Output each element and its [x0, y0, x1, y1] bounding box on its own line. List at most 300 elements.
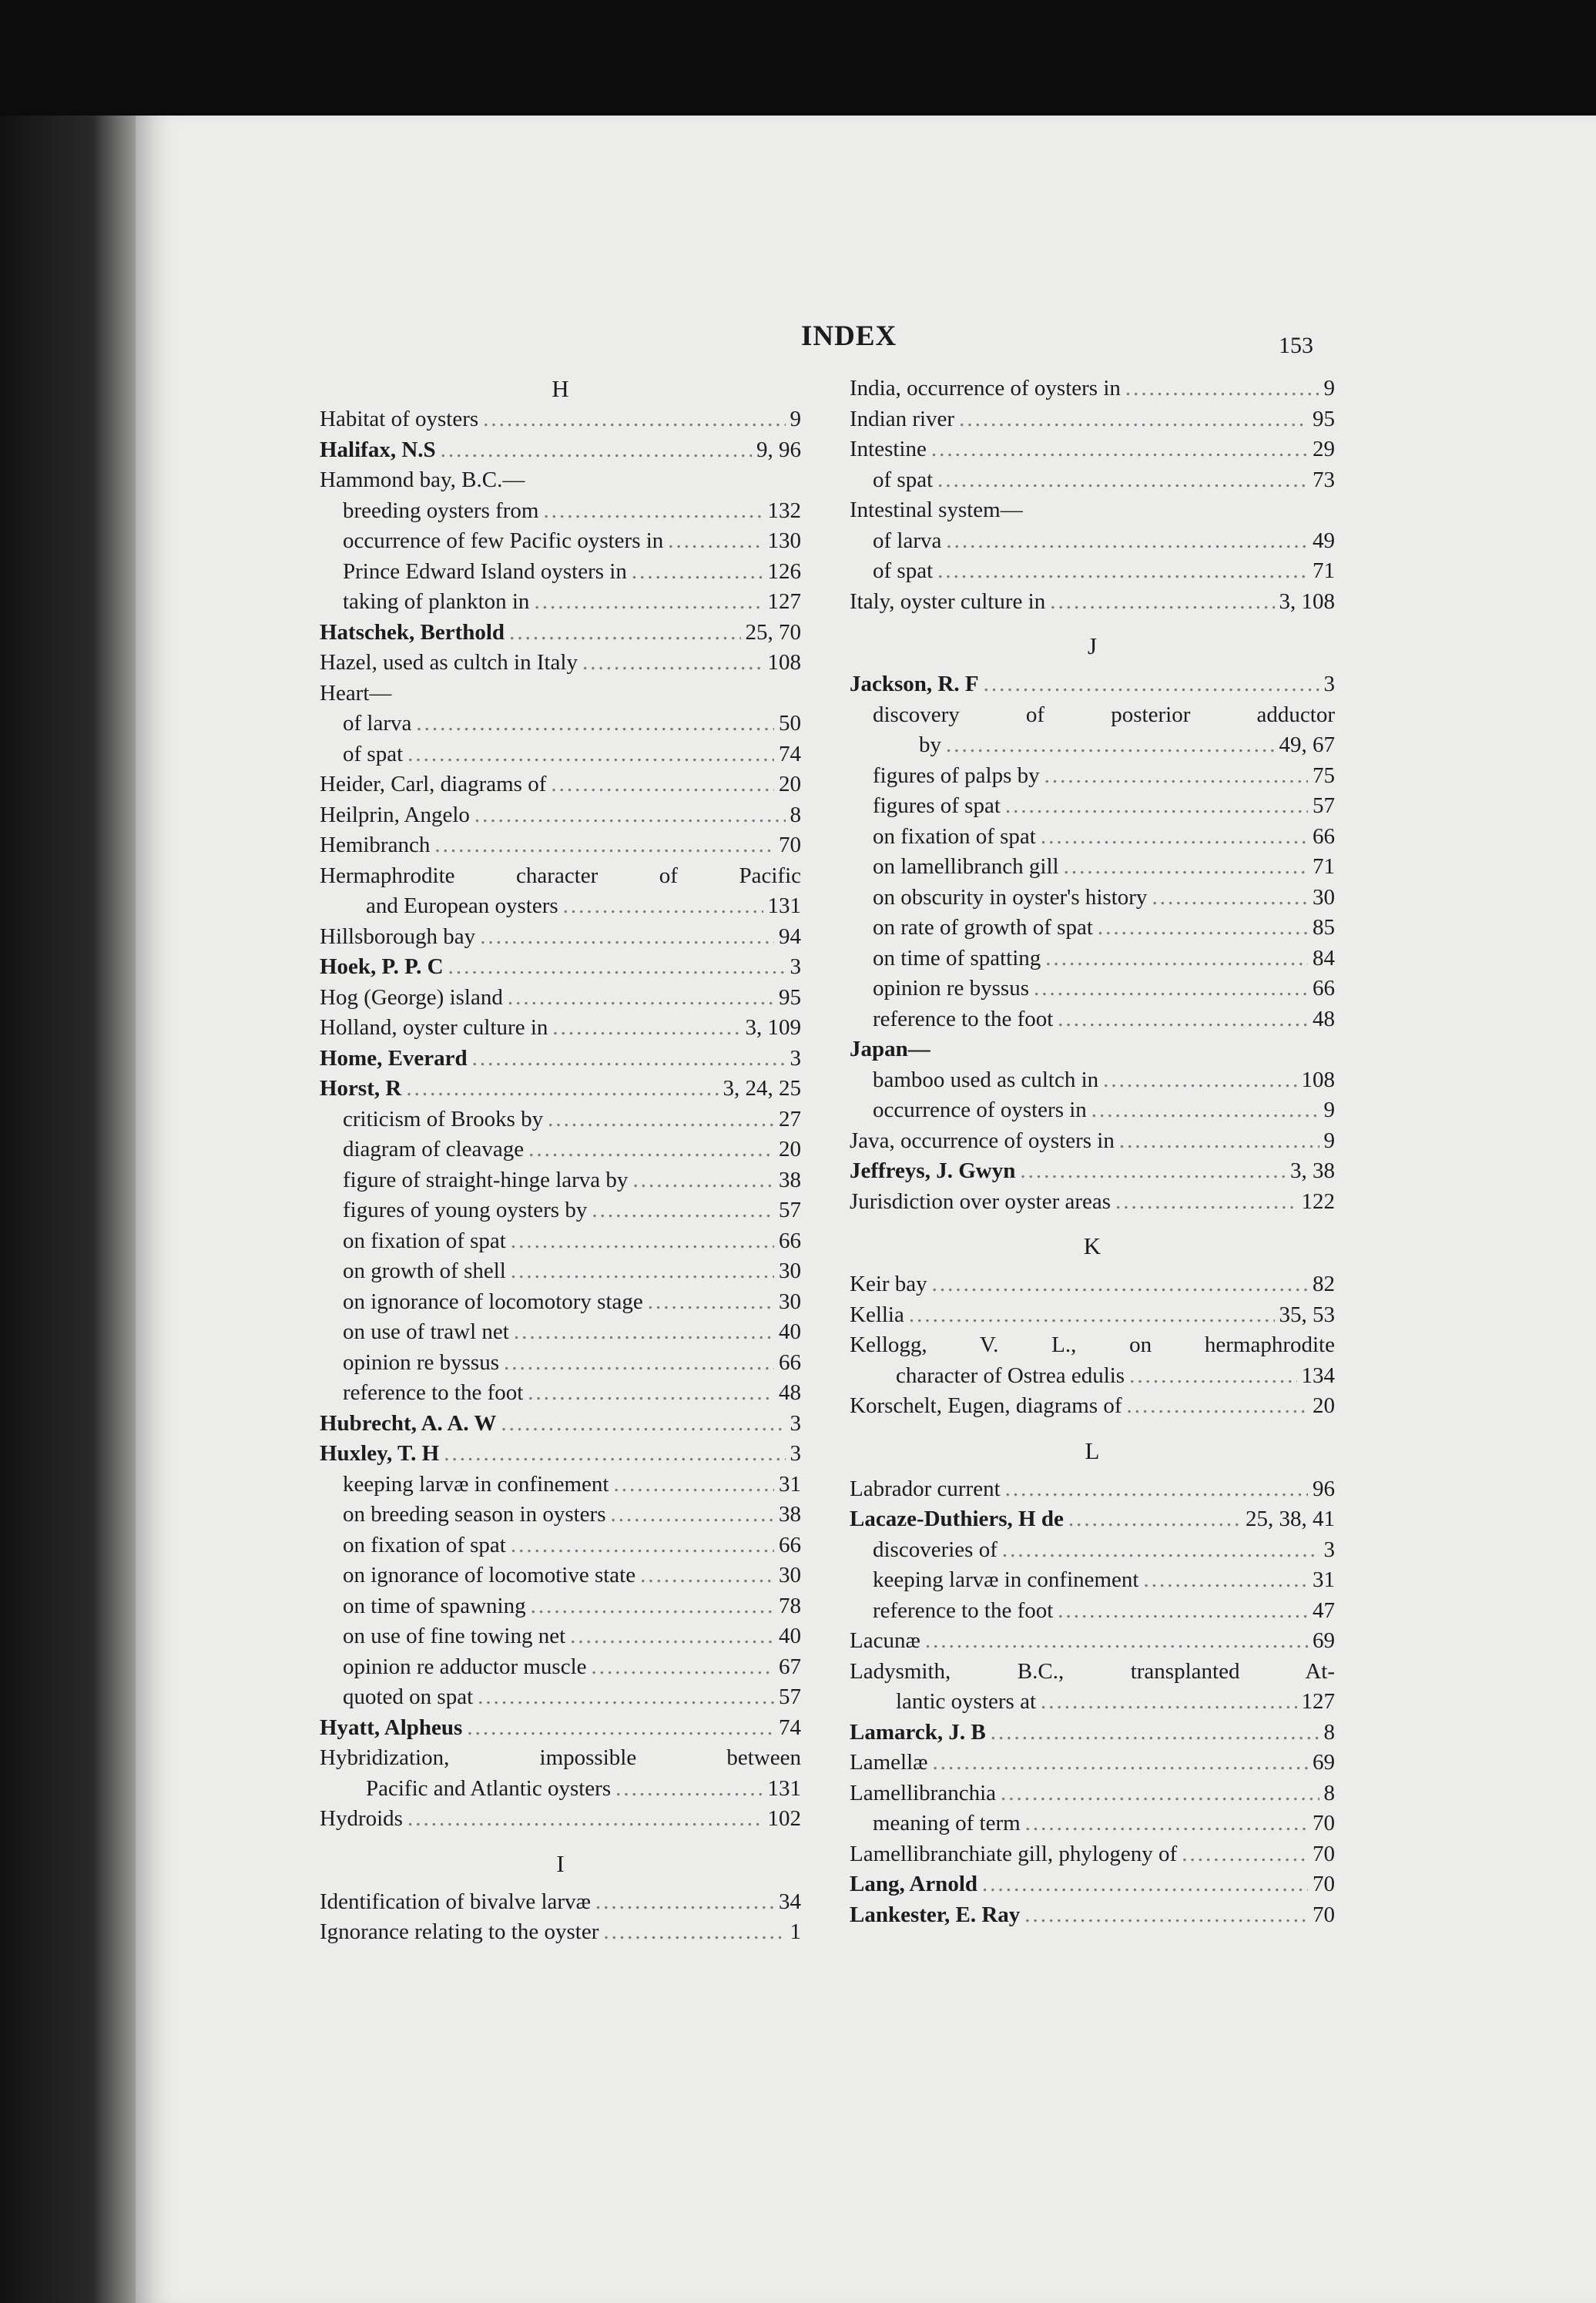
index-entry-text: occurrence of few Pacific oysters in — [343, 528, 664, 553]
index-page-ref: 40 — [779, 1624, 801, 1648]
index-entry-continuation — [850, 1361, 1335, 1392]
index-entry — [320, 709, 801, 739]
index-page-ref: 8 — [790, 802, 801, 827]
index-page-ref: 126 — [767, 558, 801, 584]
index-entry — [850, 587, 1335, 618]
index-page-ref: 130 — [767, 528, 801, 553]
leader-dots — [441, 435, 752, 466]
index-entry-text: Labrador current — [850, 1476, 1001, 1501]
index-entry — [320, 1074, 801, 1105]
leader-dots — [501, 1409, 785, 1440]
index-entry-text: on ignorance of locomotive state — [343, 1563, 636, 1587]
index-entry — [320, 1530, 801, 1561]
leader-dots — [648, 1287, 774, 1318]
leader-dots — [937, 465, 1308, 496]
index-entry — [320, 1105, 801, 1135]
index-entry — [320, 648, 801, 679]
index-entry-text: diagram of cleavage — [343, 1137, 525, 1162]
leader-dots — [1020, 1156, 1286, 1187]
index-page-ref: 47 — [1313, 1597, 1335, 1623]
leader-dots — [946, 526, 1308, 557]
index-page-ref: 20 — [779, 1137, 801, 1162]
index-entry — [320, 922, 801, 953]
index-entry-text: Kellia — [850, 1302, 904, 1327]
leader-dots — [640, 1560, 774, 1591]
index-page-ref: 20 — [779, 772, 801, 796]
index-entry — [320, 769, 801, 800]
index-page-ref: 131 — [767, 1775, 801, 1801]
index-page-ref: 95 — [779, 984, 801, 1010]
index-entry — [320, 1500, 801, 1530]
index-entry — [850, 761, 1335, 792]
index-entry-text: Hillsborough bay — [320, 924, 476, 949]
index-entry — [850, 1626, 1335, 1657]
running-title: INDEX — [801, 320, 897, 352]
index-entry-text: on growth of shell — [343, 1259, 506, 1283]
leader-dots — [1025, 1809, 1308, 1839]
leader-dots — [528, 1135, 774, 1165]
index-page-ref: 102 — [767, 1806, 801, 1831]
index-entry-text: Holland, oyster culture in — [320, 1015, 548, 1040]
leader-dots — [1034, 974, 1308, 1004]
index-page-ref: 67 — [779, 1654, 801, 1679]
index-entry-text: Lacunæ — [850, 1628, 920, 1653]
leader-dots — [592, 1195, 774, 1226]
index-entry-text: discoveries of — [873, 1537, 998, 1562]
leader-dots — [1044, 761, 1308, 792]
index-page-ref: 3 — [1323, 672, 1335, 696]
index-page-ref: 134 — [1301, 1363, 1335, 1388]
leader-dots — [528, 1378, 774, 1409]
index-page-ref: 74 — [779, 1715, 801, 1740]
leader-dots — [407, 1804, 763, 1835]
index-entry-text: Jurisdiction over oyster areas — [850, 1188, 1112, 1214]
index-entry-text: on fixation of spat — [343, 1228, 506, 1253]
index-entry-text: on obscurity in oyster's history — [873, 884, 1148, 910]
index-entry-text: Horst, R — [320, 1076, 402, 1101]
index-entry-text: of larva — [873, 528, 942, 553]
index-entry — [850, 1809, 1335, 1839]
index-entry — [850, 822, 1335, 853]
index-page-ref: 70 — [1313, 1872, 1335, 1896]
index-entry — [850, 434, 1335, 465]
index-entry — [320, 1439, 801, 1470]
index-entry — [850, 1657, 1335, 1718]
index-page-ref: 127 — [767, 589, 801, 614]
index-entry-text: Hammond bay, B.C.— — [320, 468, 525, 492]
index-page-ref: 70 — [779, 833, 801, 857]
leader-dots — [509, 618, 740, 649]
leader-dots — [1045, 944, 1308, 974]
index-entry — [850, 1034, 1335, 1065]
index-entry-text: quoted on spat — [343, 1685, 474, 1709]
index-entry-text: Kellogg, V. L., on hermaphrodite — [850, 1333, 1335, 1357]
leader-dots — [925, 1626, 1308, 1657]
index-entry-text: on fixation of spat — [343, 1532, 506, 1557]
leader-dots — [416, 709, 774, 739]
index-page-ref: 38 — [779, 1167, 801, 1192]
leader-dots — [474, 800, 786, 831]
index-entry-text: Italy, oyster culture in — [850, 588, 1046, 614]
leader-dots — [946, 730, 1275, 761]
index-page-ref: 49 — [1313, 528, 1335, 553]
index-entry-text: keeping larvæ in confinement — [873, 1567, 1139, 1592]
index-entry-continuation — [320, 1774, 801, 1805]
index-entry-text: on lamellibranch gill — [873, 854, 1059, 879]
index-entry-text: Hybridization, impossible between — [320, 1745, 801, 1770]
index-entry — [850, 1187, 1335, 1218]
leader-dots — [467, 1713, 774, 1744]
index-entry-text: Intestine — [850, 437, 927, 461]
index-entry — [320, 526, 801, 557]
leader-dots — [1115, 1187, 1296, 1218]
leader-dots — [1098, 913, 1308, 944]
index-entry-text: on time of spawning — [343, 1593, 526, 1618]
index-entry — [850, 1748, 1335, 1778]
index-page-ref: 66 — [779, 1532, 801, 1557]
index-entry-text: of spat — [873, 467, 934, 492]
leader-dots — [932, 1269, 1308, 1300]
index-entry-text: Hubrecht, A. A. W — [320, 1410, 497, 1436]
index-entry-text: on fixation of spat — [873, 823, 1036, 849]
index-entry — [850, 465, 1335, 496]
index-page-ref: 3, 109 — [745, 1015, 801, 1040]
index-entry — [850, 974, 1335, 1004]
index-entry-text: Heider, Carl, diagrams of — [320, 772, 547, 796]
index-page-ref: 8 — [1323, 1780, 1335, 1805]
index-entry — [850, 944, 1335, 974]
index-entry-text: opinion re adductor muscle — [343, 1654, 587, 1679]
index-entry — [850, 1565, 1335, 1596]
leader-dots — [434, 830, 774, 861]
index-entry-text: on ignorance of locomotory stage — [343, 1289, 643, 1314]
index-page-ref: 20 — [1313, 1393, 1335, 1418]
leader-dots — [1068, 1504, 1241, 1535]
index-page-ref: 3 — [790, 1410, 801, 1436]
index-page-ref: 3 — [790, 1045, 801, 1071]
leader-dots — [613, 1470, 774, 1500]
index-entry-continuation — [873, 730, 1335, 761]
leader-dots — [1058, 1004, 1308, 1035]
index-entry-text: Lamarck, J. B — [850, 1719, 986, 1745]
leader-dots — [1005, 791, 1308, 822]
leader-dots — [595, 1887, 774, 1918]
index-entry — [850, 1004, 1335, 1035]
index-entry — [850, 1391, 1335, 1422]
index-page-ref: 38 — [779, 1502, 801, 1527]
index-entry-continuation — [320, 891, 801, 922]
leader-dots — [548, 1105, 774, 1135]
index-page-ref: 29 — [1313, 437, 1335, 461]
index-page-ref: 30 — [1313, 884, 1335, 910]
index-entry-text: Lang, Arnold — [850, 1872, 977, 1896]
index-entry — [320, 1409, 801, 1440]
index-page-ref: 57 — [1313, 793, 1335, 818]
index-entry — [320, 618, 801, 649]
index-entry-text: occurrence of oysters in — [873, 1098, 1087, 1122]
index-page-ref: 127 — [1301, 1689, 1335, 1714]
index-entry-text: Home, Everard — [320, 1045, 468, 1071]
index-entry — [320, 1013, 801, 1044]
leader-dots — [511, 1226, 774, 1257]
index-entry — [320, 1165, 801, 1196]
index-entry — [320, 1917, 801, 1948]
index-entry — [320, 1317, 801, 1348]
index-entry-text: Hermaphrodite character of Pacific — [320, 863, 801, 888]
index-entry-text: figure of straight-hinge larva by — [343, 1167, 629, 1192]
leader-dots — [478, 1682, 774, 1713]
index-entry-text: Lamellæ — [850, 1750, 928, 1775]
index-entry-continuation-text: lantic oysters at — [896, 1689, 1037, 1714]
leader-dots — [531, 1591, 774, 1622]
leader-dots — [511, 1256, 774, 1287]
leader-dots — [444, 1439, 785, 1470]
index-entry-text: reference to the foot — [873, 1006, 1054, 1031]
index-entry — [320, 1195, 801, 1226]
index-entry — [320, 1348, 801, 1379]
index-entry — [320, 679, 801, 709]
index-entry — [320, 1621, 801, 1652]
index-entry — [320, 1682, 801, 1713]
index-page-ref: 108 — [1301, 1067, 1335, 1092]
index-entry — [320, 1226, 801, 1257]
index-entry — [320, 739, 801, 770]
index-entry-text: on breeding season in oysters — [343, 1502, 606, 1527]
page-number: 153 — [1279, 333, 1313, 358]
index-page-ref: 9 — [1323, 1128, 1335, 1153]
leader-dots — [1064, 852, 1308, 883]
index-entry — [850, 1596, 1335, 1627]
index-page-ref: 48 — [1313, 1006, 1335, 1031]
index-entry — [850, 1330, 1335, 1391]
index-entry-text: of spat — [343, 741, 404, 766]
index-page-ref: 3, 38 — [1290, 1158, 1335, 1183]
index-entry — [850, 1535, 1335, 1566]
index-entry-text: Jackson, R. F — [850, 672, 979, 696]
index-entry-text: taking of plankton in — [343, 589, 530, 614]
leader-dots — [483, 404, 785, 435]
index-page-ref: 34 — [779, 1889, 801, 1914]
index-page-ref: 3, 108 — [1279, 588, 1335, 614]
index-entry-text: Intestinal system— — [850, 498, 1023, 522]
index-entry-continuation-text: character of Ostrea edulis — [896, 1363, 1125, 1388]
index-page-ref: 78 — [779, 1593, 801, 1618]
leader-dots — [551, 769, 774, 800]
index-entry-text: Lankester, E. Ray — [850, 1902, 1021, 1927]
index-entry-text: criticism of Brooks by — [343, 1106, 544, 1131]
index-letter-heading: H — [552, 375, 569, 402]
index-entry — [850, 1504, 1335, 1535]
index-entry — [320, 830, 801, 861]
index-letter-heading: I — [556, 1849, 565, 1877]
index-entry — [850, 913, 1335, 944]
index-entry-text: bamboo used as cultch in — [873, 1067, 1099, 1092]
index-entry-text: of larva — [343, 711, 412, 736]
leader-dots — [984, 669, 1319, 700]
index-entry-text: Prince Edward Island oysters in — [343, 558, 627, 584]
index-page-ref: 66 — [779, 1349, 801, 1375]
index-entry — [850, 1126, 1335, 1157]
index-entry-text: Java, occurrence of oysters in — [850, 1128, 1115, 1153]
index-page-ref: 50 — [779, 711, 801, 736]
index-entry-continuation-text: and European oysters — [366, 893, 558, 918]
index-entry-text: Indian river — [850, 406, 955, 431]
index-entry — [850, 1839, 1335, 1870]
index-entry-text: figures of palps by — [873, 763, 1040, 788]
leader-dots — [508, 983, 774, 1014]
leader-dots — [1050, 587, 1274, 618]
index-entry — [320, 1804, 801, 1835]
index-entry — [850, 1474, 1335, 1505]
index-entry-continuation-text: by — [919, 732, 941, 757]
index-entry-text: breeding oysters from — [343, 498, 539, 523]
index-page-ref: 94 — [779, 924, 801, 949]
index-page-ref: 69 — [1313, 1628, 1335, 1653]
leader-dots — [1119, 1126, 1319, 1157]
index-entry — [850, 526, 1335, 557]
index-page-ref: 70 — [1313, 1902, 1335, 1927]
leader-dots — [1127, 1391, 1308, 1422]
leader-dots — [991, 1718, 1319, 1748]
leader-dots — [931, 434, 1308, 465]
index-entry — [320, 496, 801, 527]
index-entry-text: figures of young oysters by — [343, 1198, 588, 1222]
index-entry-text: Habitat of oysters — [320, 407, 479, 431]
leader-dots — [1129, 1361, 1296, 1392]
index-entry-text: Hazel, used as cultch in Italy — [320, 650, 578, 675]
leader-dots — [1041, 822, 1308, 853]
index-entry-text: on use of trawl net — [343, 1319, 509, 1344]
index-entry-text: Hoek, P. P. C — [320, 954, 444, 979]
index-page-ref: 66 — [779, 1228, 801, 1253]
index-entry — [850, 1718, 1335, 1748]
index-entry — [850, 1869, 1335, 1900]
index-entry — [320, 1713, 801, 1744]
leader-dots — [1091, 1095, 1319, 1126]
leader-dots — [615, 1774, 763, 1805]
leader-dots — [1002, 1535, 1319, 1566]
index-entry-text: discovery of posterior adductor — [873, 702, 1335, 727]
index-page-ref: 71 — [1313, 558, 1335, 583]
index-entry-text: opinion re byssus — [343, 1349, 499, 1375]
index-page-ref: 3 — [790, 954, 801, 979]
index-entry-text: reference to the foot — [343, 1380, 524, 1405]
leader-dots — [563, 891, 763, 922]
leader-dots — [511, 1530, 774, 1561]
index-entry — [850, 1065, 1335, 1096]
index-entry — [320, 1591, 801, 1622]
index-entry — [320, 1470, 801, 1500]
index-entry-text: on time of spatting — [873, 945, 1041, 970]
index-page-ref: 132 — [767, 498, 801, 523]
index-entry-text: Hog (George) island — [320, 984, 503, 1010]
index-entry — [320, 465, 801, 496]
index-entry — [320, 404, 801, 435]
index-page-ref: 30 — [779, 1563, 801, 1587]
leader-dots — [1001, 1778, 1319, 1809]
book-spine-shadow — [0, 116, 146, 2303]
index-entry-text: of spat — [873, 558, 934, 583]
leader-dots — [632, 557, 763, 588]
index-page-ref: 74 — [779, 741, 801, 766]
index-page-ref: 27 — [779, 1106, 801, 1131]
index-entry — [850, 852, 1335, 883]
index-entry-continuation-text: Pacific and Atlantic oysters — [366, 1775, 612, 1801]
index-entry — [850, 1900, 1335, 1931]
index-page-ref: 25, 70 — [745, 619, 801, 645]
index-entry — [850, 404, 1335, 435]
index-entry-text: figures of spat — [873, 793, 1001, 818]
index-entry-text: keeping larvæ in confinement — [343, 1471, 609, 1497]
index-page-ref: 85 — [1313, 915, 1335, 940]
index-page-ref: 48 — [779, 1380, 801, 1405]
index-column-right — [850, 374, 1335, 1930]
index-entry — [320, 1743, 801, 1804]
index-entry — [320, 861, 801, 922]
index-page-ref: 108 — [767, 650, 801, 675]
leader-dots — [632, 1165, 774, 1196]
index-page-ref: 35, 53 — [1279, 1302, 1335, 1327]
index-letter-heading: J — [1087, 632, 1098, 659]
index-page-ref: 30 — [779, 1289, 801, 1314]
index-page-ref: 49, 67 — [1279, 732, 1335, 757]
index-entry — [320, 435, 801, 466]
index-entry — [320, 557, 801, 588]
leader-dots — [407, 739, 774, 770]
leader-dots — [611, 1500, 775, 1530]
index-entry-text: Jeffreys, J. Gwyn — [850, 1158, 1016, 1183]
index-entry-text: Hydroids — [320, 1806, 403, 1831]
index-entry-text: on rate of growth of spat — [873, 915, 1093, 940]
index-entry — [850, 1269, 1335, 1300]
index-page-ref: 84 — [1313, 945, 1335, 970]
leader-dots — [448, 952, 786, 983]
index-entry-text: Keir bay — [850, 1272, 927, 1296]
index-page-ref: 66 — [1313, 823, 1335, 849]
index-page-ref: 96 — [1313, 1476, 1335, 1501]
index-page-ref: 9 — [1323, 376, 1335, 401]
index-entry-continuation — [850, 1687, 1335, 1718]
leader-dots — [514, 1317, 774, 1348]
index-entry — [320, 1560, 801, 1591]
index-page-ref: 57 — [779, 1198, 801, 1222]
index-page-ref: 30 — [779, 1259, 801, 1283]
leader-dots — [668, 526, 763, 557]
index-entry-text: Hyatt, Alpheus — [320, 1715, 463, 1740]
index-page-ref: 9, 96 — [756, 437, 801, 462]
index-page-ref: 40 — [779, 1319, 801, 1344]
index-entry — [850, 495, 1335, 526]
leader-dots — [909, 1300, 1275, 1331]
index-entry — [320, 1256, 801, 1287]
index-page-ref: 9 — [1323, 1098, 1335, 1122]
index-entry — [320, 983, 801, 1014]
index-entry — [320, 1652, 801, 1683]
index-entry — [320, 1887, 801, 1918]
index-entry-text: Heilprin, Angelo — [320, 802, 470, 827]
leader-dots — [1143, 1565, 1308, 1596]
index-page-ref: 122 — [1301, 1188, 1335, 1214]
index-entry — [850, 883, 1335, 913]
index-entry — [850, 1300, 1335, 1331]
index-page-ref: 75 — [1313, 763, 1335, 788]
index-entry — [850, 791, 1335, 822]
index-entry-text: Identification of bivalve larvæ — [320, 1889, 591, 1914]
index-page-ref: 8 — [1323, 1719, 1335, 1745]
index-entry-text: Halifax, N.S — [320, 437, 436, 462]
leader-dots — [959, 404, 1308, 435]
index-entry-text: Lamellibranchia — [850, 1780, 997, 1805]
